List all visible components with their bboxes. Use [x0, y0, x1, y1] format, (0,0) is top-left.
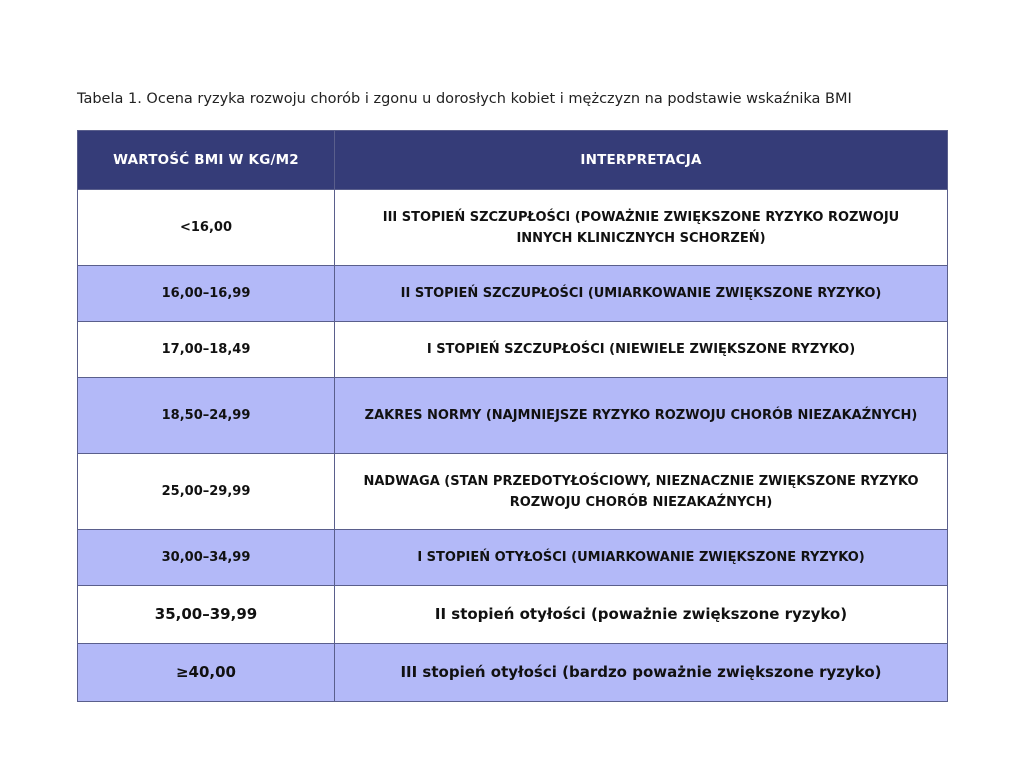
table-row: [78, 378, 948, 454]
table-row: [78, 190, 948, 266]
bmi-value-cell: 16,00–16,99: [78, 266, 335, 322]
bmi-value-cell: 35,00–39,99: [78, 586, 335, 644]
table-header-row: [78, 131, 948, 190]
interpretation-cell: ZAKRES NORMY (NAJMNIEJSZE RYZYKO ROZWOJU CHORÓB NIEZAKAŹNYCH): [335, 378, 948, 454]
table-caption: Tabela 1. Ocena ryzyka rozwoju chorób i zgonu u dorosłych kobiet i mężczyzn na podstawie wskaźnika BMI: [77, 91, 852, 107]
interpretation-cell: III stopień otyłości (bardzo poważnie zwiększone ryzyko): [335, 644, 948, 702]
interpretation-cell: NADWAGA (STAN PRZEDOTYŁOŚCIOWY, NIEZNACZNIE ZWIĘKSZONE RYZYKO ROZWOJU CHORÓB NIEZAKAŹNYCH): [335, 454, 948, 530]
table-row: [78, 530, 948, 586]
bmi-value-cell: 30,00–34,99: [78, 530, 335, 586]
bmi-value-cell: 18,50–24,99: [78, 378, 335, 454]
table-row: [78, 266, 948, 322]
header-bmi-value: WARTOŚĆ BMI W KG/M2: [78, 131, 335, 190]
interpretation-cell: II STOPIEŃ SZCZUPŁOŚCI (UMIARKOWANIE ZWIĘKSZONE RYZYKO): [335, 266, 948, 322]
interpretation-cell: III STOPIEŃ SZCZUPŁOŚCI (POWAŻNIE ZWIĘKSZONE RYZYKO ROZWOJU INNYCH KLINICZNYCH SCHORZEŃ): [335, 190, 948, 266]
bmi-value-cell: <16,00: [78, 190, 335, 266]
interpretation-cell: I STOPIEŃ OTYŁOŚCI (UMIARKOWANIE ZWIĘKSZONE RYZYKO): [335, 530, 948, 586]
bmi-value-cell: 25,00–29,99: [78, 454, 335, 530]
table-row: [78, 454, 948, 530]
table-row: [78, 644, 948, 702]
bmi-table: [77, 130, 948, 702]
table-row: [78, 586, 948, 644]
bmi-value-cell: 17,00–18,49: [78, 322, 335, 378]
interpretation-cell: I STOPIEŃ SZCZUPŁOŚCI (NIEWIELE ZWIĘKSZONE RYZYKO): [335, 322, 948, 378]
table-row: [78, 322, 948, 378]
header-interpretation: INTERPRETACJA: [335, 131, 948, 190]
bmi-value-cell: ≥40,00: [78, 644, 335, 702]
interpretation-cell: II stopień otyłości (poważnie zwiększone ryzyko): [335, 586, 948, 644]
